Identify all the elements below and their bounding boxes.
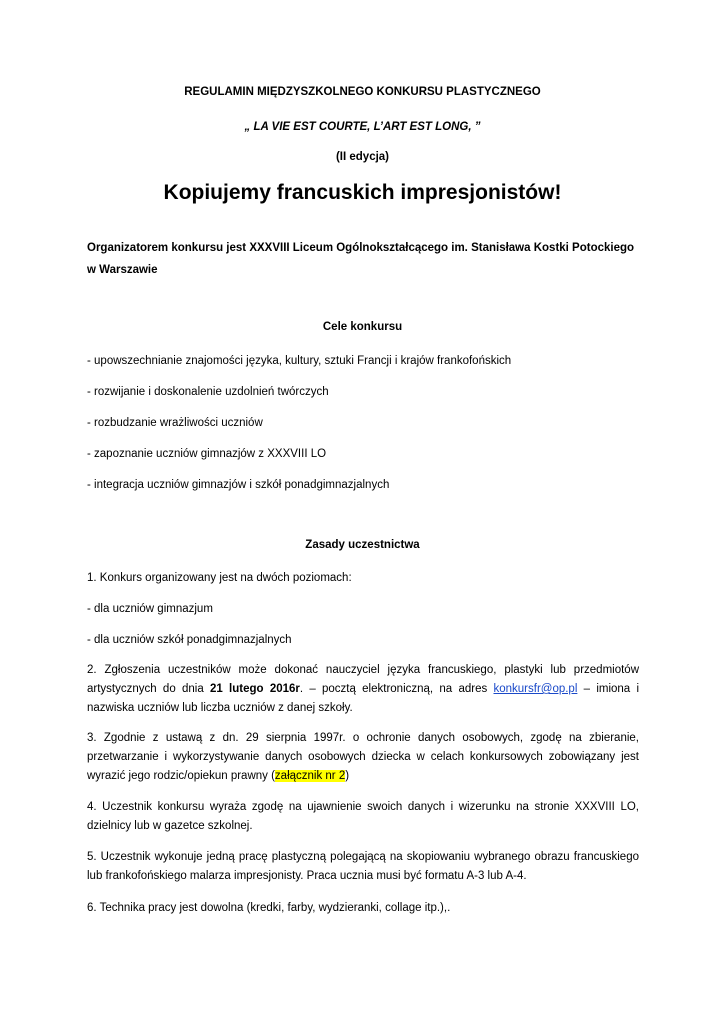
rule-1: 1. Konkurs organizowany jest na dwóch poziomach: [87,572,352,584]
goal-item: - zapoznanie uczniów gimnazjów z XXXVIII LO [87,448,327,460]
regulation-title: REGULAMIN MIĘDZYSZKOLNEGO KONKURSU PLASTYCZNEGO [184,86,541,98]
deadline-date: 21 lutego 2016r [210,683,300,695]
rule-2-text-c: – imiona i nazwiska uczniów lub liczba uczniów z danej szkoły. [87,683,640,714]
rules-heading: Zasady uczestnictwa [305,539,420,551]
goal-item: - rozwijanie i doskonalenie uzdolnień twórczych [87,386,329,398]
rule-3-text-b: ) [345,770,350,782]
goal-item: - integracja uczniów gimnazjów i szkół ponadgimnazjalnych [87,479,390,491]
rule-2-text-b: . – pocztą elektroniczną, na adres [299,683,494,695]
rule-2 [87,661,639,718]
edition-label: (II edycja) [335,151,390,163]
rule-6: 6. Technika pracy jest dowolna (kredki, farby, wydzieranki, collage itp.),. [87,902,451,914]
rule-3-text-a: 3. Zgodnie z ustawą z dn. 29 sierpnia 1997r. o ochronie danych osobowych, zgodę na zbieranie, przetwarzanie i wykorzystywanie danych osobowych dziecka w celach konkursowych zobowiązany jest wyrazić jego rodzic/opiekun prawny ( [87,732,639,782]
goals-heading: Cele konkursu [322,321,403,333]
organizer-line-1: Organizatorem konkursu jest XXXVIII Liceum Ogólnokształcącego im. Stanisława Kostki Potockiego [87,242,635,254]
rule-3 [87,729,639,786]
rule-1-level-item: - dla uczniów gimnazjum [87,603,213,615]
rule-5: 5. Uczestnik wykonuje jedną pracę plastyczną polegającą na skopiowaniu wybranego obrazu francuskiego lub frankofońskiego malarza impresjonisty. Praca ucznia musi być formatu A-3 lub A-4. [87,851,639,882]
rule-4: 4. Uczestnik konkursu wyraża zgodę na ujawnienie swoich danych i wizerunku na stronie XXXVIII LO, dzielnicy lub w gazetce szkolnej. [87,801,639,832]
rule-1-level-item: - dla uczniów szkół ponadgimnazjalnych [87,634,292,646]
goal-item: - upowszechnianie znajomości języka, kultury, sztuki Francji i krajów frankofońskich [87,355,512,367]
rule-2-text-a: 2. Zgłoszenia uczestników może dokonać nauczyciel języka francuskiego, plastyki lub przedmiotów artystycznych do dnia [87,664,639,695]
page-title: Kopiujemy francuskich impresjonistów! [163,181,562,204]
motto: „ LA VIE EST COURTE, L’ART EST LONG, ” [244,121,481,133]
organizer-paragraph [87,237,639,281]
organizer-line-2: w Warszawie [87,264,158,276]
attachment-highlight: załącznik nr 2 [274,770,346,782]
goal-item: - rozbudzanie wrażliwości uczniów [87,417,263,429]
email-link[interactable]: konkursfr@op.pl [493,683,578,695]
